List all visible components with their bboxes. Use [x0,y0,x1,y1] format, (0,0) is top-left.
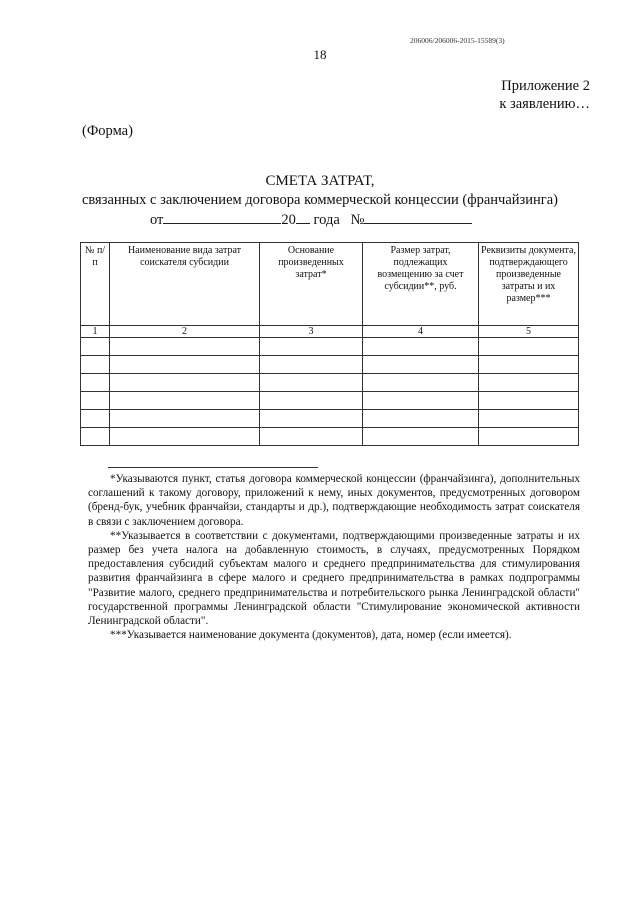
year-blank [296,210,310,224]
footnote-2: **Указывается в соответствии с документами, подтверждающими произведенные затраты и их размер без учета налога на добавленную стоимость, в случаях, предусмотренных Порядком предоставления субсидий субъектам малого и среднего предпринимательства для стимулирования развития франчайзинга в сфере малого и среднего предпринимательства в рамках подпрограммы "Развитие малого, среднего предпринимательства и потребительского рынка Ленинградской области" государственной программы Ленинградской области "Стимулирование экономической активности Ленинградской области". [88,529,580,628]
table-cell [363,338,479,356]
table-cell [260,338,363,356]
column-number: 4 [363,326,479,338]
footnote-1: *Указываются пункт, статья договора коммерческой концессии (франчайзинга), дополнительных соглашений к такому договору, приложений к нему, иных документов, предусмотренных договором (бренд-бук, учебник франчайзи, стандарты и др.), подтверждающие необходимость затрат соискателя в связи с заключением договора. [88,473,580,528]
number-blank [364,210,472,224]
table-cell [479,428,579,446]
table-cell [81,338,110,356]
table-cell [260,356,363,374]
table-cell [260,410,363,428]
table-cell [81,410,110,428]
table-cell [81,392,110,410]
column-number: 5 [479,326,579,338]
table-cell [110,410,260,428]
table-cell [479,338,579,356]
table-row [81,374,579,392]
table-cell [363,392,479,410]
document-id: 206006/206006-2015-15589(3) [410,36,505,45]
footnote-3: ***Указывается наименование документа (документов), дата, номер (если имеется). [110,629,512,642]
table-cell [260,374,363,392]
footnote-divider [108,467,318,468]
table-row [81,410,579,428]
column-number-row [81,326,579,338]
date-prefix: от [150,212,164,228]
table-cell [81,356,110,374]
table-cell [110,392,260,410]
page-number: 18 [313,47,327,62]
table-row [81,356,579,374]
date-number-line [150,210,472,229]
table-row [81,338,579,356]
table-cell [363,410,479,428]
document-title: СМЕТА ЗАТРАТ, [265,173,375,189]
table-cell [81,428,110,446]
appendix-line-2: к заявлению… [499,96,590,112]
header-cell-cost-type: Наименование вида затрат соискателя субсидии [110,243,260,326]
header-cell-number: № п/п [81,243,110,326]
table-cell [363,374,479,392]
table-cell [479,356,579,374]
date-blank [163,210,281,224]
cost-table [80,242,579,446]
table-cell [110,428,260,446]
document-subtitle: связанных с заключением договора коммерческой концессии (франчайзинга) [81,192,559,208]
table-cell [81,374,110,392]
header-cell-document: Реквизиты документа, подтверждающего произведенные затраты и их размер*** [479,243,579,326]
table-cell [260,392,363,410]
table-cell [260,428,363,446]
table-cell [110,356,260,374]
header-cell-basis: Основание произведенных затрат* [260,243,363,326]
table-cell [110,338,260,356]
table-row [81,392,579,410]
table-cell [479,392,579,410]
table-cell [363,428,479,446]
form-label: (Форма) [82,123,133,139]
appendix-line-1: Приложение 2 [501,78,590,94]
column-number: 1 [81,326,110,338]
table-row [81,428,579,446]
header-cell-amount: Размер затрат, подлежащих возмещению за счет субсидии**, руб. [363,243,479,326]
table-cell [479,374,579,392]
table-header-row [81,243,579,326]
table-cell [110,374,260,392]
number-sign: № [350,212,365,228]
footnotes [88,472,580,642]
column-number: 3 [260,326,363,338]
table-cell [479,410,579,428]
date-year: 20 [281,212,296,228]
date-suffix: года [313,212,340,228]
appendix-label [440,77,590,113]
column-number: 2 [110,326,260,338]
table-cell [363,356,479,374]
